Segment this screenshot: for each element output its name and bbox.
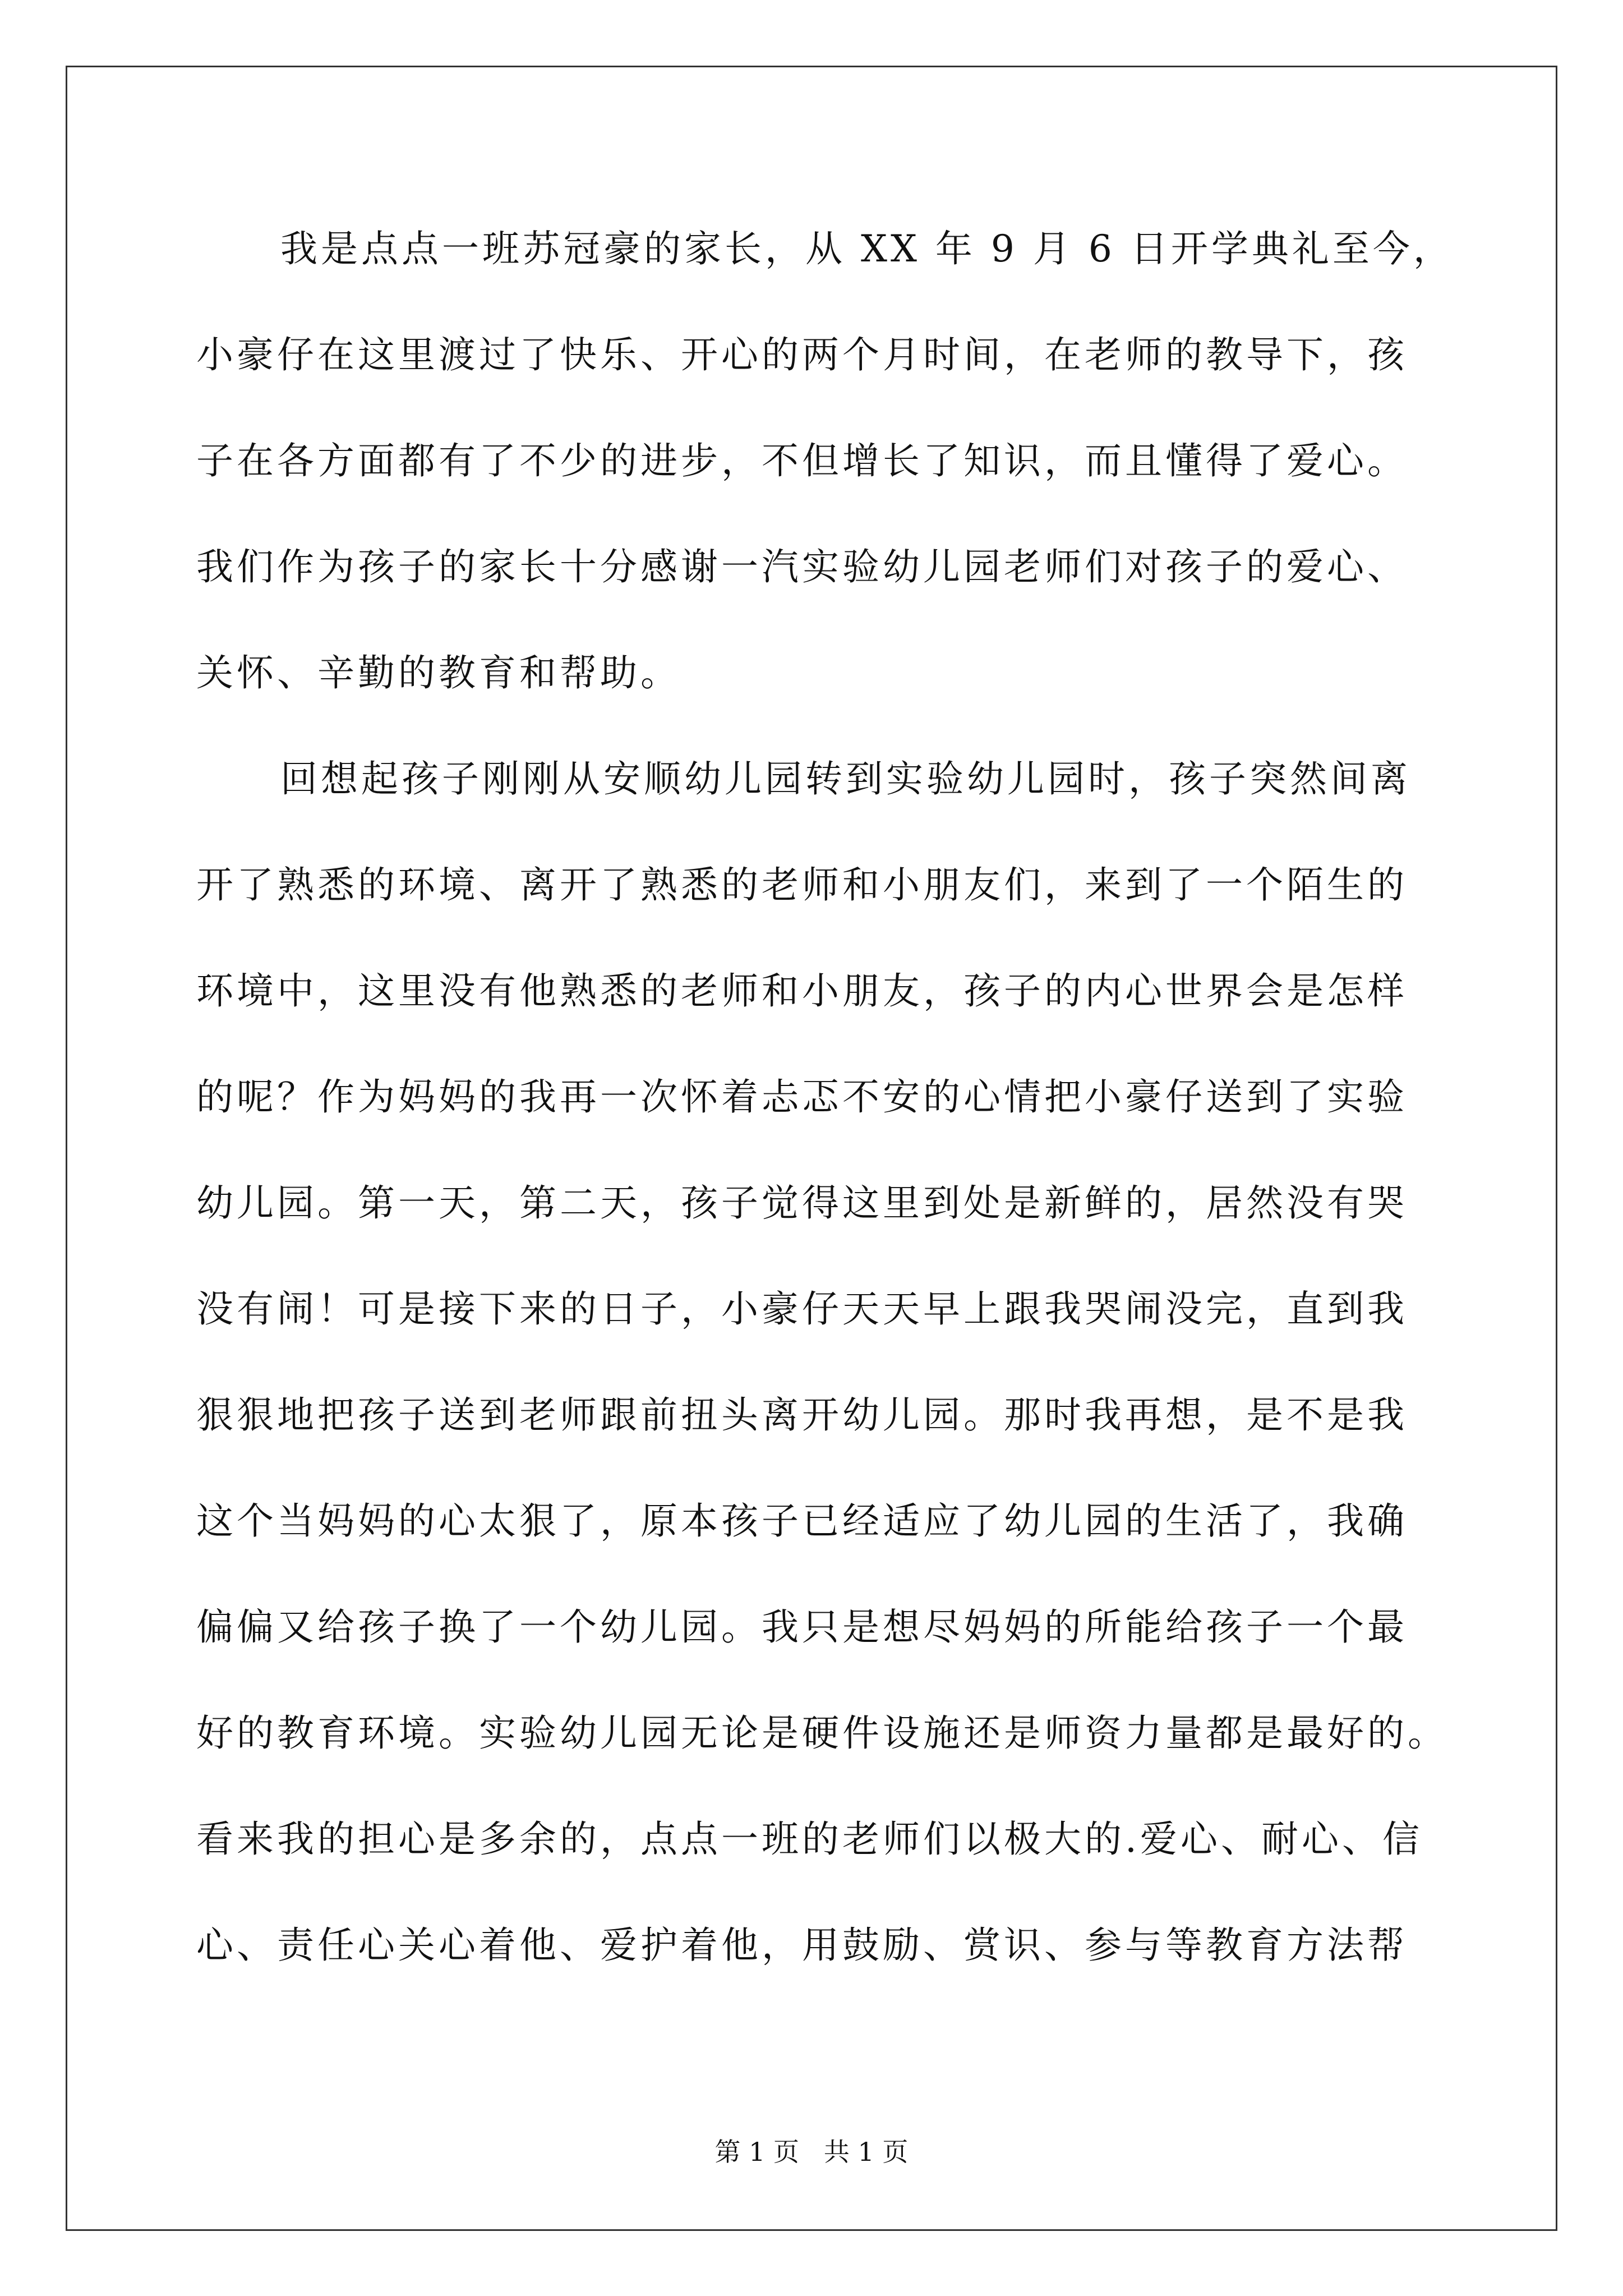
text-line: 回想起孩子刚刚从安顺幼儿园转到实验幼儿园时，孩子突然间离 [280,757,1411,800]
text-line: 环境中，这里没有他熟悉的老师和小朋友，孩子的内心世界会是怎样 [196,969,1408,1013]
text-line: 关怀、辛勤的教育和帮助。 [196,651,681,694]
document-body [196,215,1454,2018]
text-line: 狠狠地把孩子送到老师跟前扭头离开幼儿园。那时我再想，是不是我 [196,1393,1408,1437]
text-line: 偏偏又给孩子换了一个幼儿园。我只是想尽妈妈的所能给孩子一个最 [196,1605,1408,1649]
page-footer: 第 1 页 共 1 页 [714,2137,909,2167]
text-line: 这个当妈妈的心太狠了，原本孩子已经适应了幼儿园的生活了，我确 [196,1499,1408,1543]
text-line: 子在各方面都有了不少的进步，不但增长了知识，而且懂得了爱心。 [196,439,1408,482]
text-line: 我们作为孩子的家长十分感谢一汽实验幼儿园老师们对孩子的爱心、 [196,545,1408,588]
text-line: 好的教育环境。实验幼儿园无论是硬件设施还是师资力量都是最好的。 [196,1711,1448,1755]
text-line: 的呢？作为妈妈的我再一次怀着忐忑不安的心情把小豪仔送到了实验 [196,1075,1408,1119]
text-line: 我是点点一班苏冠豪的家长，从 XX 年 9 月 6 日开学典礼至今， [280,227,1454,270]
text-line: 心、责任心关心着他、爱护着他，用鼓励、赏识、参与等教育方法帮 [196,1924,1408,1967]
text-line: 开了熟悉的环境、离开了熟悉的老师和小朋友们，来到了一个陌生的 [196,863,1408,907]
text-line: 没有闹！可是接下来的日子，小豪仔天天早上跟我哭闹没完，直到我 [196,1287,1408,1331]
text-line: 小豪仔在这里渡过了快乐、开心的两个月时间，在老师的教导下，孩 [196,333,1408,376]
text-line: 看来我的担心是多余的，点点一班的老师们以极大的.爱心、耐心、信 [196,1818,1423,1861]
text-line: 幼儿园。第一天，第二天，孩子觉得这里到处是新鲜的，居然没有哭 [196,1181,1408,1225]
